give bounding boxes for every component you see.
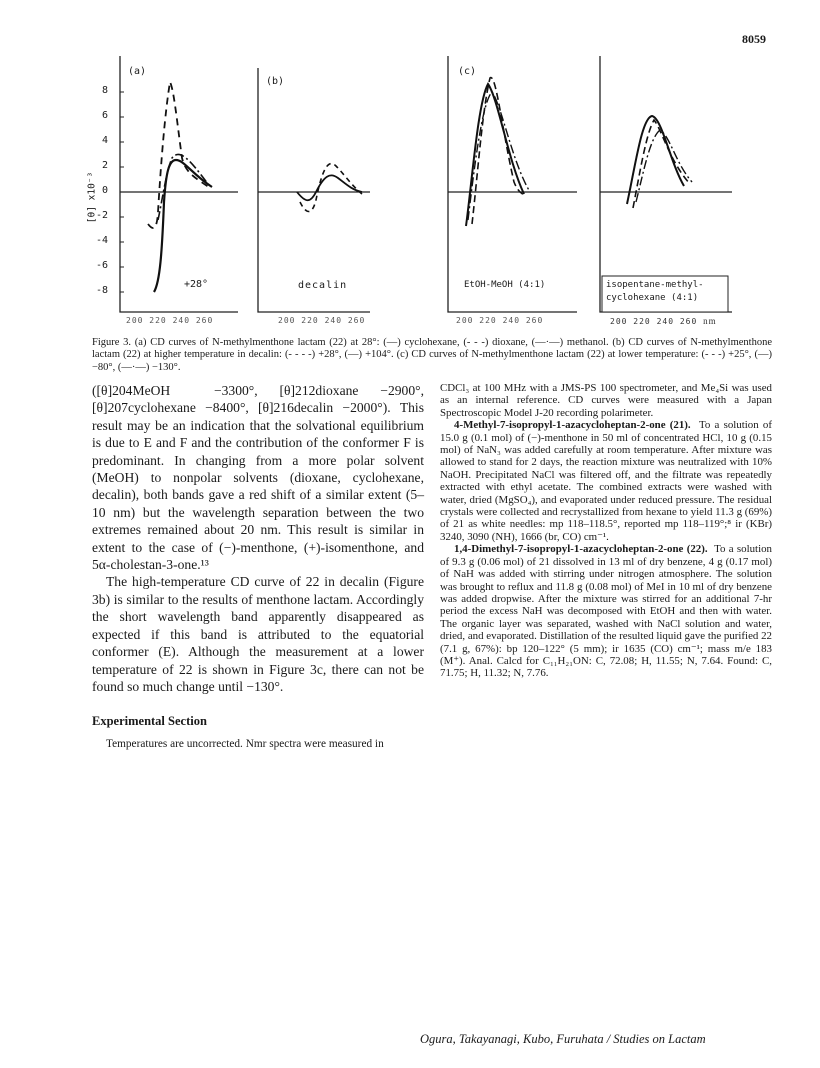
panel-a-label: +28° (184, 279, 209, 290)
y-tick-8: 8 (102, 85, 109, 96)
y-tick-2: 2 (102, 160, 109, 171)
compound-22-text: To a solution of 9.3 g (0.06 mol) of 21 dissolved in 13 ml of dry benzene, 4 g (0.17 mol) of NaH was added with stirring under nitrogen atmosphere. The solution was brought to reflux and 11.8 g (0.08 mol) of MeI in 10 ml of dry benzene was added dropwise. After the mixture was stirred for an additional 7-hr period the excess NaH was decomposed with EtOH and then with water. The organic layer was separated, washed with NaCl solution and water, dried, and evaporated. Distillation of the resulted liquid gave the purified 22 (7.1 g, 67%): bp 120–122° (5 mm); ir 1635 (CO) cm⁻¹; mass m/e 183 (M⁺). Anal. Calcd for C₁₁H₂₁ON: C, 72.08; H, 11.55; N, 7.64. Found: C, 71.75; H, 11.32; N, 7.76. (440, 543, 772, 680)
cd-curves-figure (80, 52, 780, 332)
left-paragraph-3: Temperatures are uncorrected. Nmr spectra were measured in (106, 737, 384, 750)
left-paragraph-1-lead: ([θ]204MeOH (92, 383, 171, 398)
y-tick-6: 6 (102, 110, 109, 121)
panel-b-x-ticks: 200 220 240 260 (278, 316, 366, 325)
panel-c-label: EtOH-MeOH (4:1) (464, 280, 546, 290)
panel-d-label-1: isopentane-methyl- (606, 280, 704, 290)
page-number: 8059 (742, 32, 766, 46)
y-tick-4: 4 (102, 135, 109, 146)
panel-b-label: decalin (298, 280, 348, 291)
panel-c-tag: (c) (458, 66, 477, 77)
panel-a-x-ticks: 200 220 240 260 (126, 316, 214, 325)
left-paragraph-1-body: −3300°, [θ]212dioxane −2900°, [θ]207cyclohexane −8400°, [θ]216decalin −2000°). This result may be an indication that the solvational equilibrium is due to E and F and the contribution of the conformer F is predominant. In changing from a more polar solvent (MeOH) to nonpolar solvents (dioxane, cyclohexane, decalin), both bands gave a red shift of a similar extent (5–10 nm) but the wavelength separation between the two extremes remained about 20 nm. This result is similar in extent to the case of (−)-menthone, (+)-isomenthone, and 5α-cholestan-3-one.¹³ (92, 383, 424, 573)
y-tick-neg6: -6 (96, 260, 109, 271)
panel-d-x-ticks: 200 220 240 260 nm (610, 316, 717, 326)
panel-a-tag: (a) (128, 66, 147, 77)
y-tick-neg8: -8 (96, 285, 109, 296)
right-column (440, 382, 772, 680)
section-heading: Experimental Section (92, 714, 207, 729)
y-tick-neg2: -2 (96, 210, 109, 221)
panel-d-label-2: cyclohexane (4:1) (606, 293, 699, 303)
panel-c-x-ticks: 200 220 240 260 (456, 316, 544, 325)
left-column (92, 382, 424, 751)
right-paragraph-1: CDCl₃ at 100 MHz with a JMS-PS 100 spectrometer, and Me₄Si was used as an internal reference. CD curves were measured with a Japan Spectroscopic Model J-20 recording polarimeter. (440, 382, 772, 419)
left-paragraph-2: The high-temperature CD curve of 22 in decalin (Figure 3b) is similar to the results of menthone lactam. Accordingly the short wavelength band apparently disappeared as expected if this band is attributed to the equatorial conformer (E). Although the measurement at a lower temperature of 22 is shown in Figure 3c, there can not be found so much change until −130°. (92, 574, 424, 694)
right-paragraph-3 (440, 543, 772, 679)
y-tick-0: 0 (102, 185, 109, 196)
right-paragraph-2 (440, 419, 772, 543)
left-paragraph-1 (92, 382, 424, 573)
compound-21-heading: 4-Methyl-7-isopropyl-1-azacycloheptan-2-one (21). (454, 419, 691, 432)
figure-caption: Figure 3. (a) CD curves of N-methylmenthone lactam (22) at 28°: (—) cyclohexane, (- - -) dioxane, (—·—) methanol. (b) CD curves of N-methylmenthone lactam (22) at higher temperature in decalin: (- - - -) +28°, (—) +104°. (c) CD curves of N-methylmenthone lactam (22) at lower temperature: (- - -) +25°, (—) −80°, (—·—) −130°. (92, 337, 772, 373)
panel-b-tag: (b) (266, 76, 285, 87)
figure-3 (80, 52, 780, 332)
compound-21-text: To a solution of 15.0 g (0.1 mol) of (−)-menthone in 50 ml of concentrated HCl, 10 g (0.15 mol) of NaN₃ was added carefully at room temperature. After mixture was allowed to stand for 2 days, the reaction mixture was neutralized with 10% NaOH. Precipitated NaCl was filtered off, and the filtrate was repeatedly extracted with ethyl acetate. The combined extracts were washed with water, dried (MgSO₄), and evaporated under reduced pressure. The residual crystals were collected and recrystallized from hexane to yield 11.3 g (69%) of 21 as white needles: mp 118–118.5°, reported mp 118–119°;⁸ ir (KBr) 3240, 3090 (NH), 1666 (br, CO) cm⁻¹. (440, 419, 772, 543)
running-footer: Ogura, Takayanagi, Kubo, Furuhata / Studies on Lactam (420, 1032, 706, 1046)
y-tick-neg4: -4 (96, 235, 109, 246)
compound-22-heading: 1,4-Dimethyl-7-isopropyl-1-azacycloheptan-2-one (22). (454, 543, 708, 556)
y-axis-label: [θ] x10⁻³ (86, 171, 98, 224)
